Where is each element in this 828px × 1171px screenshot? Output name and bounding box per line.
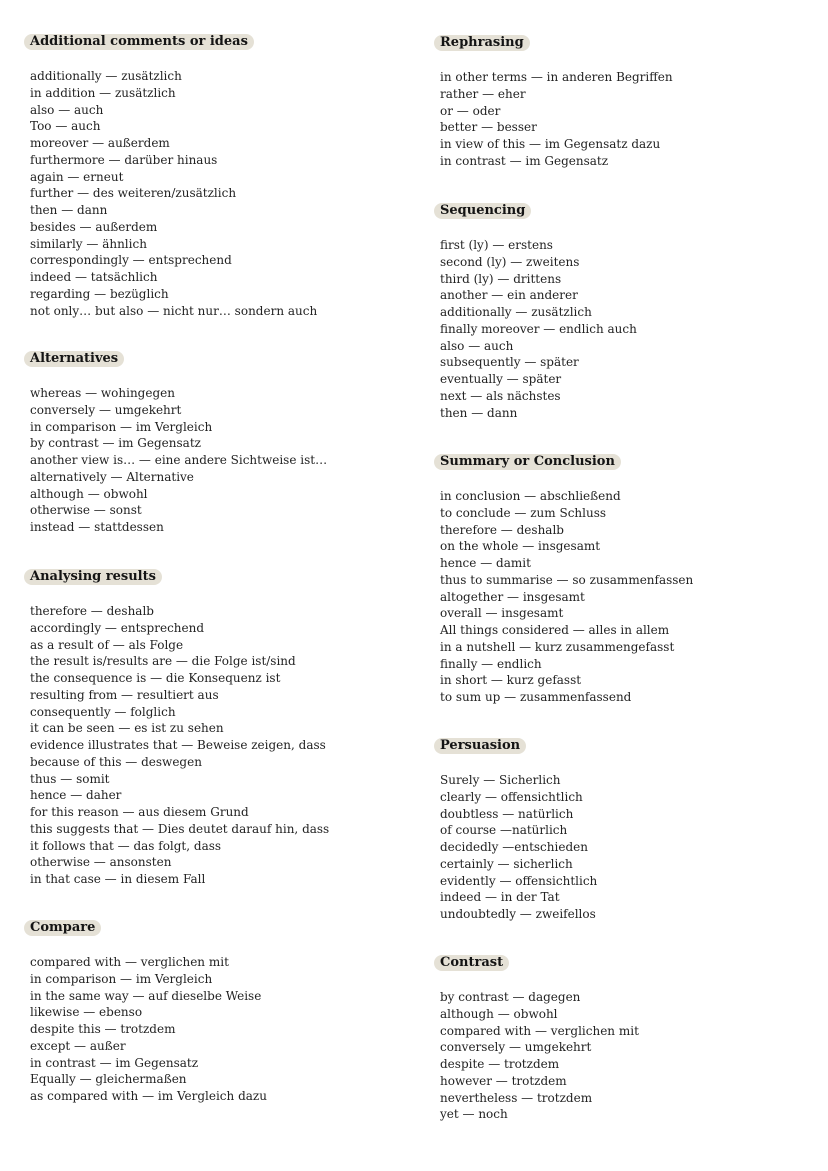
phrase-item: in that case — in diesem Fall bbox=[30, 872, 206, 886]
phrase-item: instead — stattdessen bbox=[30, 520, 164, 534]
phrase-item: hence — daher bbox=[30, 788, 122, 803]
phrase-item: alternatively — Alternative bbox=[30, 469, 194, 484]
phrase-item: additionally — zusätzlich bbox=[440, 305, 592, 319]
section-heading: Rephrasing bbox=[434, 35, 530, 51]
phrase-item: clearly — offensichtlich bbox=[440, 789, 583, 804]
phrase-item: for this reason — aus diesem Grund bbox=[30, 805, 249, 819]
phrase-item: accordingly — entsprechend bbox=[30, 620, 205, 635]
phrase-item: also — auch bbox=[440, 338, 514, 353]
phrase-item: then — dann bbox=[440, 405, 518, 420]
phrase-item: yet — noch bbox=[440, 1107, 508, 1122]
phrase-item: compared with — verglichen mit bbox=[30, 955, 229, 969]
phrase-item: Too — auch bbox=[30, 119, 101, 134]
phrase-item: because of this — deswegen bbox=[30, 754, 202, 769]
phrase-item: or — oder bbox=[440, 103, 501, 118]
phrase-item: Equally — gleichermaßen bbox=[30, 1072, 187, 1087]
section-additional-comments bbox=[30, 30, 317, 319]
phrase-item: as a result of — als Folge bbox=[30, 637, 184, 652]
phrase-item: the result is/results are — die Folge ist/sind bbox=[30, 654, 296, 669]
phrase-item: in conclusion — abschließend bbox=[440, 489, 621, 503]
phrase-item: otherwise — ansonsten bbox=[30, 855, 172, 870]
phrase-item: additionally — zusätzlich bbox=[30, 69, 182, 83]
section-contrast bbox=[440, 951, 639, 1123]
phrase-item: it can be seen — es ist zu sehen bbox=[30, 721, 224, 736]
phrase-list bbox=[440, 237, 637, 421]
phrase-item: evidently — offensichtlich bbox=[440, 873, 598, 888]
phrase-item: finally moreover — endlich auch bbox=[440, 321, 637, 336]
phrase-item: subsequently — später bbox=[440, 355, 579, 370]
phrase-item: moreover — außerdem bbox=[30, 136, 170, 150]
phrase-item: rather — eher bbox=[440, 86, 526, 101]
phrase-item: indeed — tatsächlich bbox=[30, 270, 158, 284]
phrase-item: to sum up — zusammenfassend bbox=[440, 690, 632, 704]
phrase-item: in comparison — im Vergleich bbox=[30, 419, 213, 434]
phrase-item: certainly — sicherlich bbox=[440, 856, 573, 871]
phrase-item: first (ly) — erstens bbox=[440, 238, 553, 252]
section-rephrasing bbox=[440, 31, 673, 170]
phrase-list bbox=[30, 954, 267, 1105]
phrase-item: another view is… — eine andere Sichtweise ist… bbox=[30, 453, 328, 467]
phrase-item: despite this — trotzdem bbox=[30, 1022, 176, 1036]
phrase-item: in contrast — im Gegensatz bbox=[30, 1055, 199, 1070]
phrase-item: again — erneut bbox=[30, 169, 124, 184]
phrase-item: finally — endlich bbox=[440, 656, 542, 671]
phrase-list bbox=[440, 488, 693, 706]
phrase-item: third (ly) — drittens bbox=[440, 271, 562, 286]
phrase-item: therefore — deshalb bbox=[30, 604, 154, 618]
phrase-list bbox=[440, 69, 673, 170]
phrase-item: in short — kurz gefasst bbox=[440, 673, 582, 688]
phrase-item: also — auch bbox=[30, 102, 104, 117]
phrase-list bbox=[30, 68, 317, 319]
phrase-item: further — des weiteren/zusätzlich bbox=[30, 186, 237, 201]
phrase-item: thus to summarise — so zusammenfassen bbox=[440, 572, 694, 587]
phrase-item: nevertheless — trotzdem bbox=[440, 1090, 593, 1105]
phrase-item: as compared with — im Vergleich dazu bbox=[30, 1089, 267, 1103]
phrase-item: in a nutshell — kurz zusammengefasst bbox=[440, 639, 675, 654]
phrase-item: altogether — insgesamt bbox=[440, 589, 585, 604]
phrase-item: Surely — Sicherlich bbox=[440, 773, 561, 787]
phrase-item: then — dann bbox=[30, 203, 108, 217]
phrase-item: decidedly —entschieden bbox=[440, 840, 588, 854]
section-heading: Summary or Conclusion bbox=[434, 454, 621, 470]
phrase-item: in addition — zusätzlich bbox=[30, 85, 176, 100]
phrase-item: therefore — deshalb bbox=[440, 522, 564, 537]
phrase-item: indeed — in der Tat bbox=[440, 890, 560, 905]
section-heading: Alternatives bbox=[24, 351, 124, 367]
section-persuasion bbox=[440, 734, 597, 923]
phrase-item: to conclude — zum Schluss bbox=[440, 505, 607, 520]
phrase-item: except — außer bbox=[30, 1038, 126, 1053]
phrase-item: conversely — umgekehrt bbox=[440, 1040, 592, 1055]
phrase-item: by contrast — im Gegensatz bbox=[30, 436, 201, 451]
phrase-item: likewise — ebenso bbox=[30, 1005, 143, 1020]
phrase-item: resulting from — resultiert aus bbox=[30, 687, 219, 702]
phrase-item: correspondingly — entsprechend bbox=[30, 253, 232, 268]
phrase-list bbox=[30, 603, 329, 888]
phrase-item: besides — außerdem bbox=[30, 219, 158, 234]
phrase-item: next — als nächstes bbox=[440, 388, 561, 403]
phrase-item: regarding — bezüglich bbox=[30, 286, 169, 301]
phrase-item: second (ly) — zweitens bbox=[440, 254, 580, 269]
section-heading: Analysing results bbox=[24, 569, 162, 585]
section-heading: Compare bbox=[24, 920, 101, 936]
section-heading: Contrast bbox=[434, 955, 509, 971]
phrase-item: in view of this — im Gegensatz dazu bbox=[440, 137, 661, 151]
section-analysing-results bbox=[30, 565, 329, 888]
phrase-list bbox=[440, 772, 597, 923]
phrase-item: not only… but also — nicht nur… sondern auch bbox=[30, 303, 318, 318]
phrase-list bbox=[30, 385, 327, 536]
phrase-item: on the whole — insgesamt bbox=[440, 539, 601, 554]
section-heading: Additional comments or ideas bbox=[24, 34, 254, 50]
section-heading: Sequencing bbox=[434, 203, 531, 219]
phrase-item: conversely — umgekehrt bbox=[30, 402, 182, 417]
phrase-item: doubtless — natürlich bbox=[440, 806, 574, 821]
phrase-item: in the same way — auf dieselbe Weise bbox=[30, 988, 262, 1003]
phrase-item: this suggests that — Dies deutet darauf hin, dass bbox=[30, 821, 330, 836]
section-heading: Persuasion bbox=[434, 738, 526, 754]
phrase-item: of course —natürlich bbox=[440, 823, 568, 838]
phrase-item: better — besser bbox=[440, 120, 537, 135]
phrase-item: however — trotzdem bbox=[440, 1073, 567, 1088]
phrase-item: consequently — folglich bbox=[30, 704, 176, 719]
phrase-item: eventually — später bbox=[440, 372, 562, 386]
section-summary-conclusion bbox=[440, 450, 693, 706]
phrase-item: hence — damit bbox=[440, 556, 531, 570]
phrase-item: despite — trotzdem bbox=[440, 1057, 560, 1071]
section-compare bbox=[30, 916, 267, 1105]
phrase-item: compared with — verglichen mit bbox=[440, 1023, 639, 1038]
phrase-item: by contrast — dagegen bbox=[440, 990, 581, 1004]
phrase-item: whereas — wohingegen bbox=[30, 386, 175, 400]
phrase-item: it follows that — das folgt, dass bbox=[30, 838, 222, 853]
phrase-item: although — obwohl bbox=[30, 486, 148, 501]
phrase-item: All things considered — alles in allem bbox=[440, 623, 670, 637]
phrase-item: furthermore — darüber hinaus bbox=[30, 152, 218, 167]
section-sequencing bbox=[440, 199, 637, 421]
phrase-item: overall — insgesamt bbox=[440, 606, 564, 621]
phrase-item: although — obwohl bbox=[440, 1006, 558, 1021]
phrase-item: in contrast — im Gegensatz bbox=[440, 153, 609, 168]
phrase-item: otherwise — sonst bbox=[30, 503, 142, 518]
phrase-item: thus — somit bbox=[30, 771, 110, 786]
phrase-item: similarly — ähnlich bbox=[30, 236, 147, 251]
phrase-item: another — ein anderer bbox=[440, 288, 578, 303]
section-alternatives bbox=[30, 347, 327, 536]
phrase-item: undoubtedly — zweifellos bbox=[440, 907, 596, 921]
phrase-item: evidence illustrates that — Beweise zeigen, dass bbox=[30, 738, 326, 752]
phrase-list bbox=[440, 989, 639, 1123]
phrase-item: in comparison — im Vergleich bbox=[30, 971, 213, 986]
phrase-item: the consequence is — die Konsequenz ist bbox=[30, 671, 281, 685]
phrase-item: in other terms — in anderen Begriffen bbox=[440, 70, 673, 84]
